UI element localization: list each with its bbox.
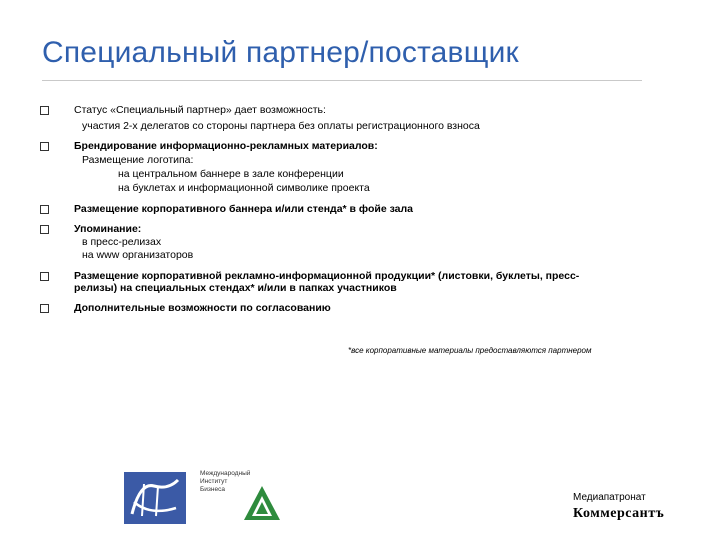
- title-divider: [42, 80, 642, 81]
- institute-name: Международный Институт Бизнеса: [200, 470, 251, 493]
- item-heading: Статус «Специальный партнер» дает возможность:: [74, 104, 326, 116]
- item-detail: на www организаторов: [82, 249, 194, 261]
- item-heading: Упоминание:: [74, 223, 142, 235]
- triangle-logo-icon: [242, 484, 282, 524]
- item-detail: Размещение логотипа:: [82, 154, 194, 166]
- bullet-icon: [40, 205, 49, 214]
- footnote: *все корпоративные материалы предоставляются партнером: [348, 346, 592, 355]
- item-heading: Размещение корпоративной рекламно-информационной продукции* (листовки, буклеты, пресс-: [74, 270, 580, 282]
- media-sponsor-label: Медиапатронат: [573, 492, 646, 503]
- item-detail: на буклетах и информационной символике проекта: [118, 182, 370, 194]
- kommersant-logo: Коммерсантъ: [573, 506, 665, 521]
- item-detail: на центральном баннере в зале конференции: [118, 168, 344, 180]
- bullet-icon: [40, 106, 49, 115]
- institute-logo-icon: [124, 472, 186, 524]
- item-detail: релизы) на специальных стендах* и/или в папках участников: [74, 282, 397, 294]
- item-heading: Размещение корпоративного баннера и/или стенда* в фойе зала: [74, 203, 414, 215]
- bullet-icon: [40, 225, 49, 234]
- bullet-icon: [40, 304, 49, 313]
- bullet-icon: [40, 272, 49, 281]
- item-detail: участия 2-х делегатов со стороны партнера без оплаты регистрационного взноса: [82, 120, 480, 132]
- bullet-icon: [40, 142, 49, 151]
- item-detail: в пресс-релизах: [82, 236, 162, 248]
- page-title: Специальный партнер/поставщик: [42, 36, 519, 69]
- item-heading: Брендирование информационно-рекламных материалов:: [74, 140, 378, 152]
- item-heading: Дополнительные возможности по согласованию: [74, 302, 331, 314]
